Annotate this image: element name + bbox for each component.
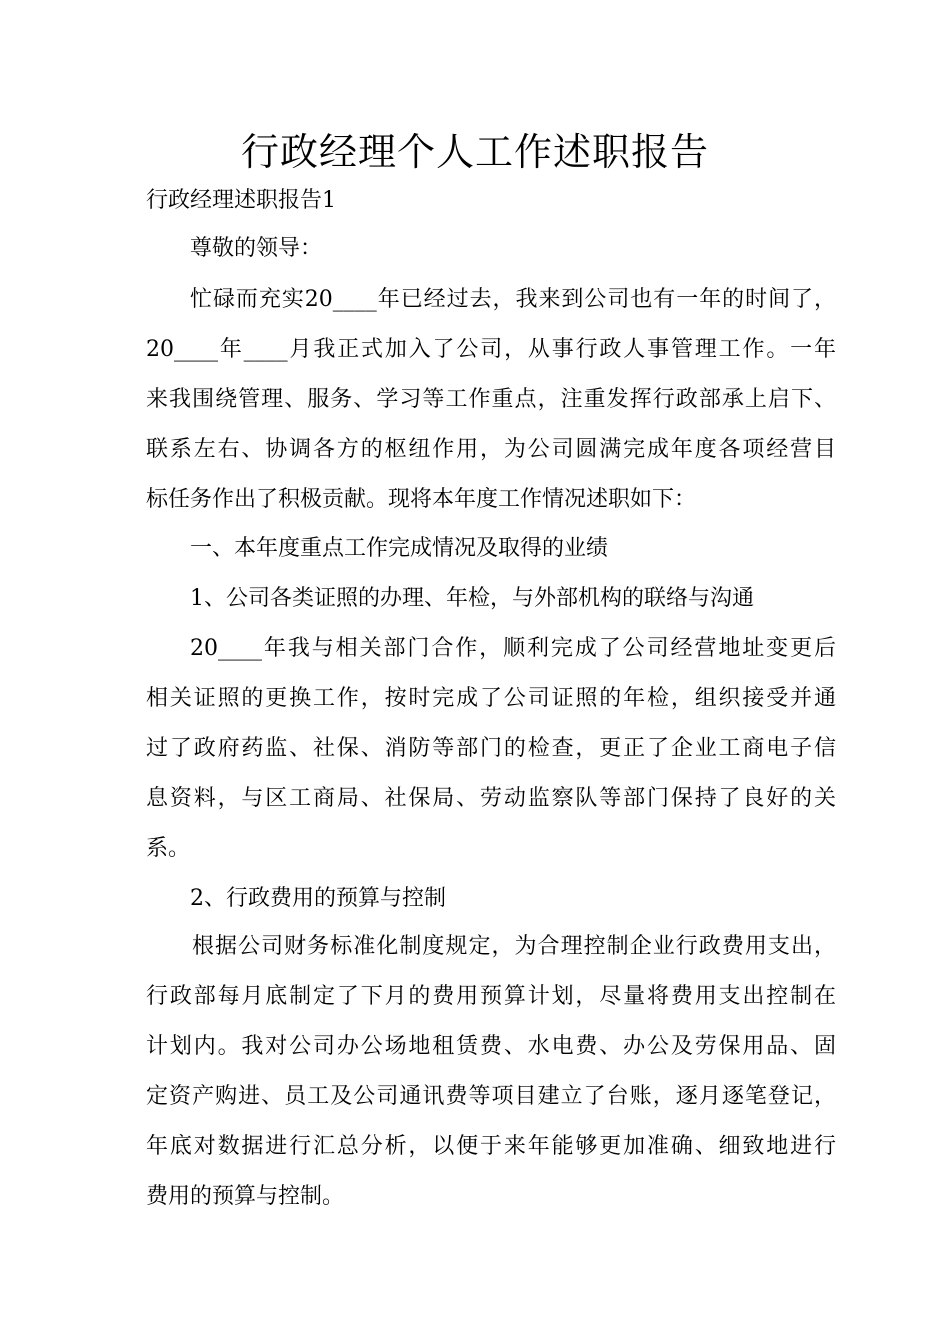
greeting-line: 尊敬的领导： [190,236,323,261]
item-heading-1: 1、公司各类证照的办理、年检，与外部机构的联络与沟通 [190,586,754,611]
paragraph-line: 根据公司财务标准化制度规定，为合理控制企业行政费用支出， [192,934,836,959]
paragraph-budget [146,922,836,1222]
paragraph-line: 相关证照的更换工作，按时完成了公司证照的年检，组织接受并通 [146,686,836,711]
paragraph-licenses [146,624,836,874]
paragraph-line: 忙碌而充实20____年已经过去，我来到公司也有一年的时间了， [190,287,836,312]
paragraph-line: 计划内。我对公司办公场地租赁费、水电费、办公及劳保用品、固 [146,1034,836,1059]
paragraph-intro [146,275,836,525]
paragraph-line: 联系左右、协调各方的枢纽作用，为公司圆满完成年度各项经营目 [146,437,836,462]
paragraph-line: 息资料，与区工商局、社保局、劳动监察队等部门保持了良好的关 [146,786,836,811]
document-title: 行政经理个人工作述职报告 [240,130,709,174]
section-heading-1: 一、本年度重点工作完成情况及取得的业绩 [190,536,609,561]
paragraph-line: 年底对数据进行汇总分析，以便于来年能够更加准确、细致地进行 [146,1134,836,1159]
paragraph-line: 20____年____月我正式加入了公司，从事行政人事管理工作。一年 [146,337,836,362]
report-subtitle: 行政经理述职报告1 [146,188,336,213]
paragraph-line: 行政部每月底制定了下月的费用预算计划，尽量将费用支出控制在 [146,984,836,1009]
paragraph-line: 来我围绕管理、服务、学习等工作重点，注重发挥行政部承上启下、 [146,387,836,412]
item-heading-2: 2、行政费用的预算与控制 [190,886,446,911]
paragraph-line: 标任务作出了积极贡献。现将本年度工作情况述职如下： [146,487,697,512]
paragraph-line: 系。 [146,836,191,861]
paragraph-line: 费用的预算与控制。 [146,1184,345,1209]
paragraph-line: 20____年我与相关部门合作，顺利完成了公司经营地址变更后 [190,636,836,661]
paragraph-line: 定资产购进、员工及公司通讯费等项目建立了台账，逐月逐笔登记， [146,1084,836,1109]
paragraph-line: 过了政府药监、社保、消防等部门的检查，更正了企业工商电子信 [146,736,836,761]
